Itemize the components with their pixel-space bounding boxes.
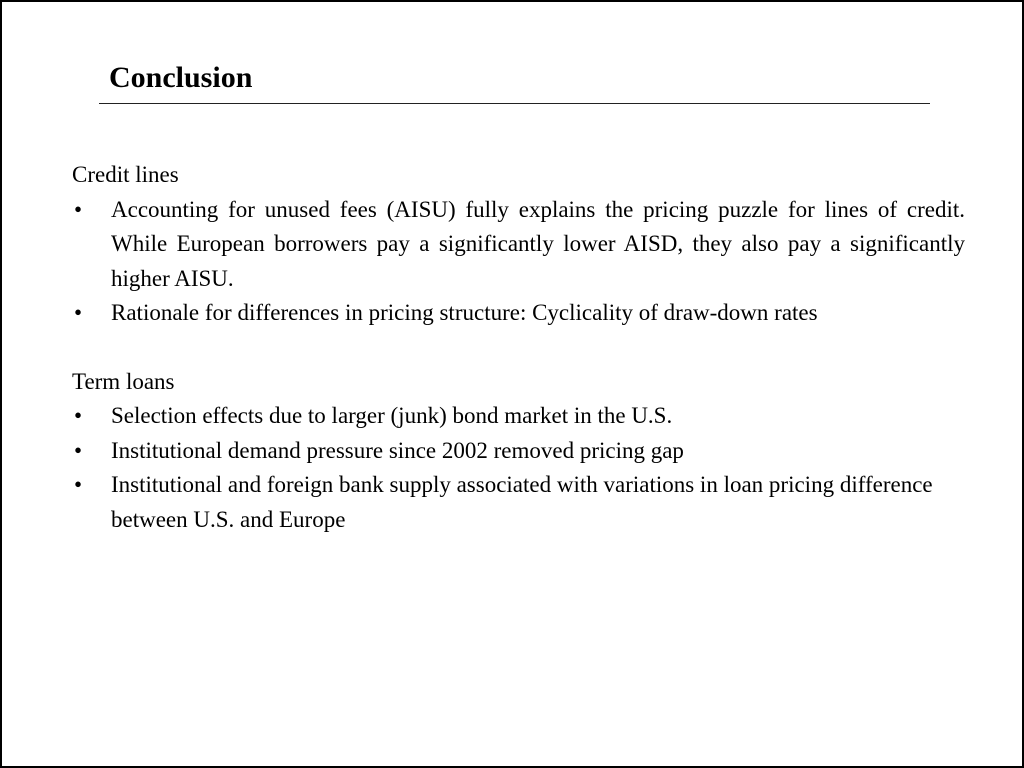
bullet-icon: • <box>74 300 83 325</box>
slide-title: Conclusion <box>109 61 253 94</box>
bullet-icon: • <box>74 472 83 497</box>
title-underline <box>99 103 930 104</box>
bullet-text: Selection effects due to larger (junk) bond market in the U.S. <box>111 403 673 428</box>
bullet-icon: • <box>74 403 83 428</box>
bullet-icon: • <box>74 437 83 463</box>
bullet-text: Accounting for unused fees (AISU) fully explains the pricing puzzle for lines of credit. While European borrowers pay a significantly lower AISD, they also pay a significantly higher AISU. <box>111 196 965 291</box>
bullet-item <box>72 434 965 469</box>
section-heading: Term loans <box>72 368 175 394</box>
bullet-item <box>72 193 965 297</box>
bullet-list <box>72 399 965 537</box>
bullet-text: Rationale for differences in pricing structure: Cyclicality of draw-down rates <box>111 300 818 325</box>
bullet-text: Institutional and foreign bank supply associated with variations in loan pricing difference between U.S. and Europe <box>111 472 933 532</box>
bullet-list <box>72 193 965 331</box>
slide-body <box>72 158 965 537</box>
section-credit-lines <box>72 158 965 331</box>
bullet-item <box>72 399 965 434</box>
bullet-item <box>72 468 965 537</box>
section-heading: Credit lines <box>72 162 179 187</box>
bullet-item <box>72 296 965 331</box>
bullet-text: Institutional demand pressure since 2002 removed pricing gap <box>111 437 684 463</box>
section-spacer <box>72 331 965 365</box>
bullet-icon: • <box>74 196 83 222</box>
section-term-loans <box>72 365 965 538</box>
